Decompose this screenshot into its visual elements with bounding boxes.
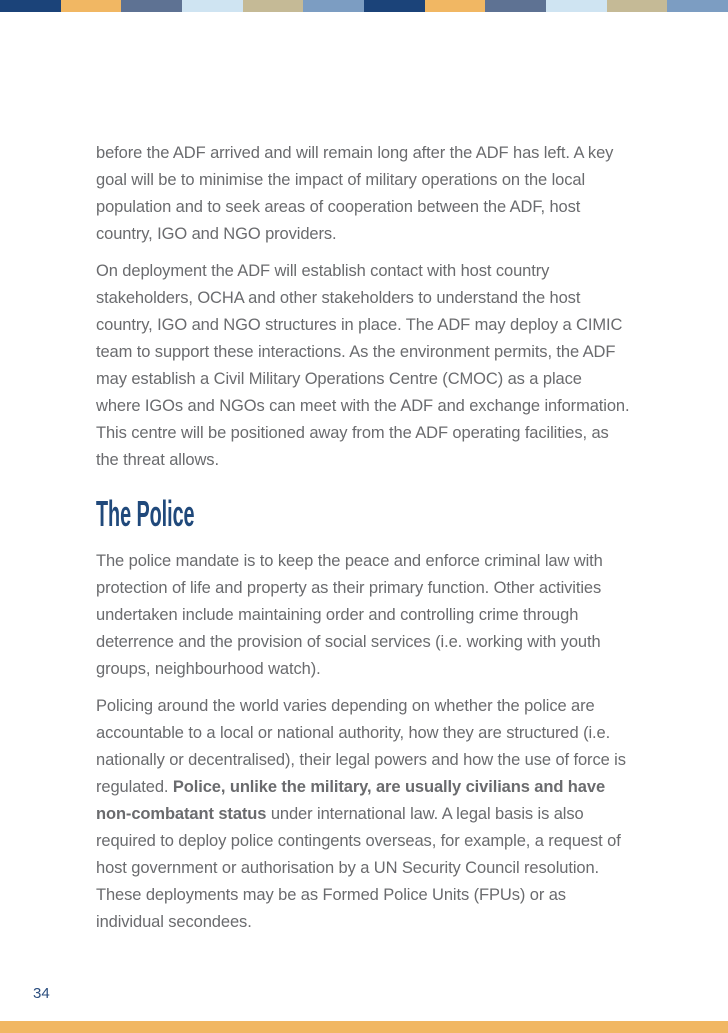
paragraph bbox=[96, 258, 630, 474]
top-bar-segment bbox=[607, 0, 668, 12]
paragraph-bold-run: Police, unlike the military, are usually civilians and have non-combatant status bbox=[96, 778, 606, 823]
paragraph bbox=[96, 548, 630, 683]
top-bar-segment bbox=[303, 0, 364, 12]
top-bar-segment bbox=[364, 0, 425, 12]
page-number: 34 bbox=[33, 985, 50, 1002]
top-bar-segment bbox=[243, 0, 304, 12]
section-heading bbox=[96, 494, 630, 534]
document-content bbox=[96, 140, 630, 946]
paragraph-run: On deployment the ADF will establish contact with host country stakeholders, OCHA and other stakeholders to understand the host country, IGO and NGO structures in place. The ADF may deploy a CIMIC team to support these interactions. As the environment permits, the ADF may establish a Civil Military Operations Centre (CMOC) as a place where IGOs and NGOs can meet with the ADF and exchange information. This centre will be positioned away from the ADF operating facilities, as the threat allows. bbox=[96, 262, 630, 469]
bottom-decorative-bar bbox=[0, 1021, 728, 1033]
top-bar-segment bbox=[61, 0, 122, 12]
paragraph bbox=[96, 693, 630, 936]
top-bar-segment bbox=[121, 0, 182, 12]
paragraph-run: before the ADF arrived and will remain long after the ADF has left. A key goal will be to minimise the impact of military operations on the local population and to seek areas of cooperation between the ADF, host country, IGO and NGO providers. bbox=[96, 144, 614, 243]
paragraph bbox=[96, 140, 630, 248]
paragraph-run: The police mandate is to keep the peace and enforce criminal law with protection of life and property as their primary function. Other activities undertaken include maintaining order and controlling crime through deterrence and the provision of social services (i.e. working with youth groups, neighbourhood watch). bbox=[96, 552, 603, 678]
top-bar-segment bbox=[546, 0, 607, 12]
top-bar-segment bbox=[485, 0, 546, 12]
paragraph-run: under international law. A legal basis is also required to deploy police contingents overseas, for example, a request of host government or authorisation by a UN Security Council resolution. These deployments may be as Formed Police Units (FPUs) or as individual secondees. bbox=[96, 805, 621, 931]
top-bar-segment bbox=[0, 0, 61, 12]
section-heading-text: The Police bbox=[96, 493, 195, 534]
top-decorative-bar bbox=[0, 0, 728, 12]
top-bar-segment bbox=[667, 0, 728, 12]
top-bar-segment bbox=[425, 0, 486, 12]
top-bar-segment bbox=[182, 0, 243, 12]
paragraph-run: Policing around the world varies depending on whether the police are accountable to a local or national authority, how they are structured (i.e. nationally or decentralised), their legal powers and how the use of force is regulated. bbox=[96, 697, 626, 796]
